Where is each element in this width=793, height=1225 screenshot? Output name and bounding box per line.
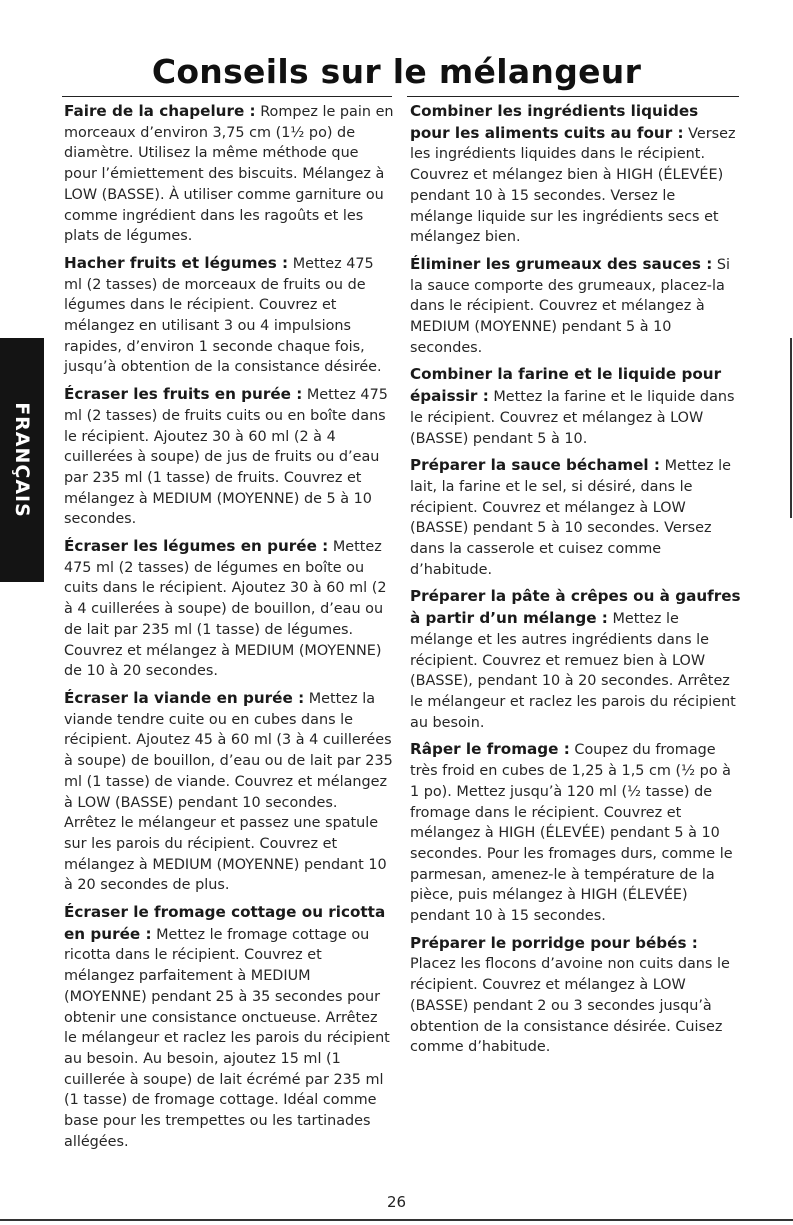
tip-breadcrumbs: [64, 101, 394, 247]
tip-baby-porridge: [410, 933, 742, 1058]
tip-heading: Faire de la chapelure :: [64, 102, 256, 120]
tip-body: Mettez le lait, la farine et le sel, si désiré, dans le récipient. Couvrez et mélangez à LOW (BASSE) pendant 5 à 10 secondes. Versez dans la casserole et cuisez comme d’habitude.: [410, 458, 731, 578]
tip-puree-fruits: [64, 384, 394, 530]
tip-heading: Préparer la sauce béchamel :: [410, 456, 660, 475]
bottom-border: [0, 1219, 793, 1221]
tip-body: Mettez la viande tendre cuite ou en cubes dans le récipient. Ajoutez 45 à 60 ml (3 à 4 cuillerées à soupe) de bouillon, d’eau ou de lait par 235 ml (1 tasse) de viande. Couvrez et mélangez à LOW (BASSE) pendant 10 secondes. Arrêtez le mélangeur et passez une spatule sur les parois du récipient. Couvrez et mélangez à MEDIUM (MOYENNE) pendant 10 à 20 secondes de plus.: [64, 690, 393, 894]
tip-heading: Éliminer les grumeaux des sauces :: [410, 254, 713, 273]
tip-body: Mettez la farine et le liquide dans le récipient. Couvrez et mélangez à LOW (BASSE) pendant 5 à 10.: [410, 389, 735, 447]
tip-body: Mettez le fromage cottage ou ricotta dans le récipient. Couvrez et mélangez parfaitement à MEDIUM (MOYENNE) pendant 25 à 35 secondes pour obtenir une consistance onctueuse. Arrêtez le mélangeur et raclez les parois du récipient au besoin. Au besoin, ajoutez 15 ml (1 cuillerée à soupe) de lait écrémé par 235 ml (1 tasse) de fromage cottage. Idéal comme base pour les trempettes ou les tartinades allégées.: [64, 926, 390, 1150]
tip-body: Mettez 475 ml (2 tasses) de morceaux de fruits ou de légumes dans le récipient. Couvrez et mélangez en utilisant 3 ou 4 impulsions rapides, d’environ 1 seconde chaque fois, jusqu’à obtention de la consistance désirée.: [64, 255, 382, 376]
tip-heading: Écraser le fromage cottage ou ricotta en purée :: [64, 903, 386, 943]
tip-thicken: [410, 364, 742, 449]
tip-body: Placez les flocons d’avoine non cuits dans le récipient. Couvrez et mélangez à LOW (BASSE) pendant 2 ou 3 secondes jusqu’à obtention de la consistance désirée. Cuisez comme d’habitude.: [410, 956, 730, 1056]
tip-heading: Écraser la viande en purée :: [64, 688, 305, 707]
tip-grate-cheese: [410, 739, 742, 926]
tip-pancake-batter: [410, 586, 742, 733]
left-column: [64, 101, 394, 1158]
tip-body: Mettez le mélange et les autres ingrédients dans le récipient. Couvrez et remuez bien à LOW (BASSE), pendant 10 à 20 secondes. Arrêtez le mélangeur et raclez les parois du récipient au besoin.: [410, 611, 736, 731]
tip-heading: Préparer la pâte à crêpes ou à gaufres à partir d’un mélange :: [410, 587, 741, 628]
title-rule-right: [407, 96, 739, 97]
tip-body: Coupez du fromage très froid en cubes de 1,25 à 1,5 cm (½ po à 1 po). Mettez jusqu’à 120 ml (½ tasse) de fromage dans le récipient. Couvrez et mélangez à HIGH (ÉLEVÉE) pendant 5 à 10 secondes. Pour les fromages durs, comme le parmesan, amenez-le à température de la pièce, puis mélangez à HIGH (ÉLEVÉE) pendant 10 à 15 secondes.: [410, 742, 733, 925]
page-title: Conseils sur le mélangeur: [151, 52, 642, 91]
tip-remove-lumps: [410, 254, 742, 359]
tip-heading: Écraser les fruits en purée :: [64, 385, 303, 404]
tip-body: Si la sauce comporte des grumeaux, placez-la dans le récipient. Couvrez et mélangez à MEDIUM (MOYENNE) pendant 5 à 10 secondes.: [410, 256, 731, 356]
tip-heading: Écraser les légumes en purée :: [64, 537, 329, 556]
tip-combine-liquids: [410, 101, 742, 248]
margin-line: [790, 338, 792, 518]
right-column: [410, 101, 742, 1064]
title-rule-left: [62, 96, 392, 97]
tip-puree-meat: [64, 688, 394, 896]
tip-heading: Combiner les ingrédients liquides pour les aliments cuits au four :: [410, 102, 699, 142]
tip-heading: Préparer le porridge pour bébés :: [410, 933, 698, 952]
language-tab-label: FRANÇAIS: [11, 402, 33, 518]
tip-heading: Combiner la farine et le liquide pour épaissir :: [410, 365, 722, 406]
tip-puree-cottage-cheese: [64, 902, 394, 1152]
tip-heading: Râper le fromage :: [410, 740, 570, 759]
tip-chop-fruits-vegetables: [64, 253, 394, 378]
page-number: 26: [386, 1193, 407, 1211]
tip-body: Rompez le pain en morceaux d’environ 3,75 cm (1½ po) de diamètre. Utilisez la même méthode que pour l’émiettement des biscuits. Mélangez à LOW (BASSE). À utiliser comme garniture ou comme ingrédient dans les ragoûts et les plats de légumes.: [64, 104, 394, 245]
tip-heading: Hacher fruits et légumes :: [64, 253, 289, 272]
tip-body: Versez les ingrédients liquides dans le récipient. Couvrez et mélangez bien à HIGH (ÉLEVÉE) pendant 10 à 15 secondes. Versez le mélange liquide sur les ingrédients secs et mélangez bien.: [410, 125, 736, 246]
tip-bechamel: [410, 455, 742, 580]
language-tab: [0, 338, 44, 582]
tip-body: Mettez 475 ml (2 tasses) de légumes en boîte ou cuits dans le récipient. Ajoutez 30 à 60 ml (2 à 4 cuillerées à soupe) de bouillon, d’eau ou de lait par 235 ml (1 tasse) de légumes. Couvrez et mélangez à MEDIUM (MOYENNE) de 10 à 20 secondes.: [64, 539, 387, 680]
tip-puree-vegetables: [64, 536, 394, 682]
tip-body: Mettez 475 ml (2 tasses) de fruits cuits ou en boîte dans le récipient. Ajoutez 30 à 60 ml (2 à 4 cuillerées à soupe) de jus de fruits ou d’eau par 235 ml (1 tasse) de fruits. Couvrez et mélangez à MEDIUM (MOYENNE) de 5 à 10 secondes.: [64, 387, 388, 528]
